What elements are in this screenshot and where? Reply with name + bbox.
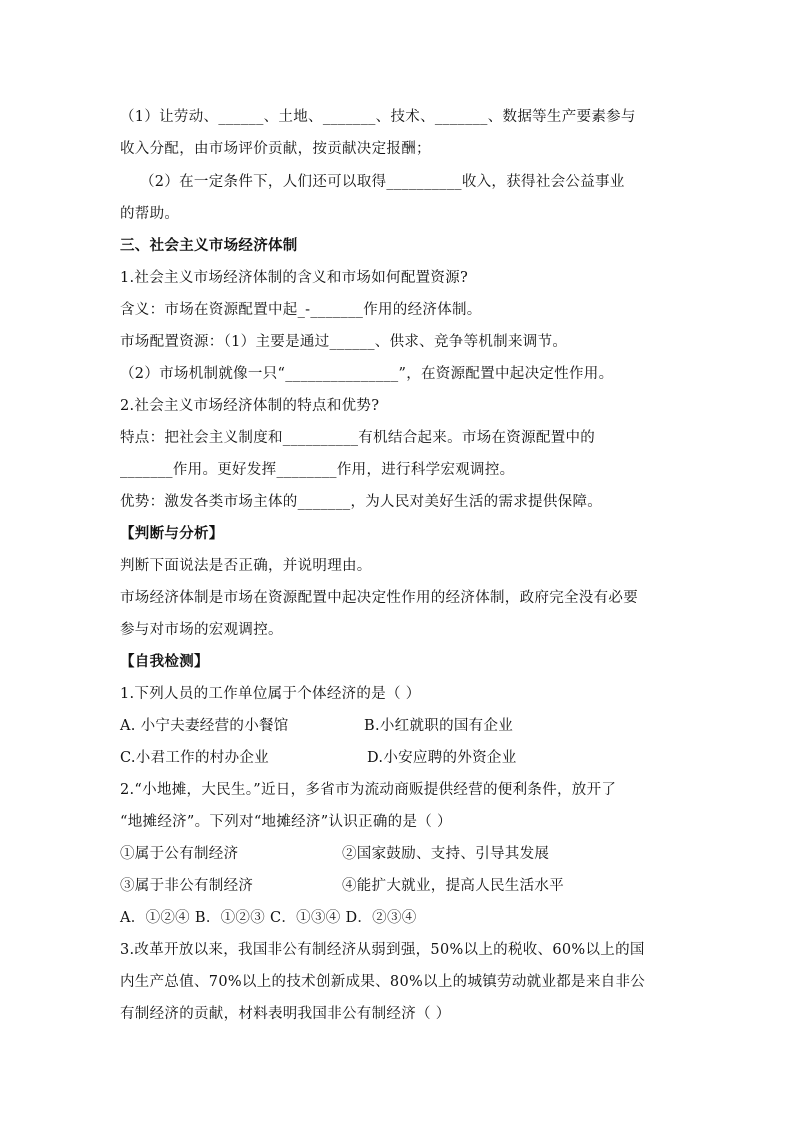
- text-line: （2）市场机制就像一只“_______________”，在资源配置中起决定性作用。: [120, 366, 614, 382]
- text-line: （2）在一定条件下，人们还可以取得__________收入，获得社会公益事业: [140, 174, 625, 190]
- text-line: 的帮助。: [120, 206, 180, 222]
- text-line: 优势：激发各类市场主体的_______，为人民对美好生活的需求提供保障。: [120, 494, 603, 510]
- option-c: C.小君工作的村办企业: [120, 750, 269, 766]
- text-line: 1.社会主义市场经济体制的含义和市场如何配置资源?: [120, 270, 469, 286]
- item-4: ④能扩大就业，提高人民生活水平: [342, 878, 564, 894]
- text-line: _______作用。更好发挥________作用，进行科学宏观调控。: [120, 462, 515, 478]
- text-line: 参与对市场的宏观调控。: [120, 622, 283, 638]
- question-3: 3.改革开放以来，我国非公有制经济从弱到强，50%以上的税收、60%以上的国: [120, 942, 645, 958]
- text-line: 有制经济的贡献，材料表明我国非公有制经济（ ）: [120, 1006, 451, 1022]
- section-heading: 三、社会主义市场经济体制: [120, 237, 298, 254]
- text-line: 2.社会主义市场经济体制的特点和优势?: [120, 398, 380, 414]
- text-line: 判断下面说法是否正确，并说明理由。: [120, 558, 372, 574]
- question-1: 1.下列人员的工作单位属于个体经济的是（ ）: [120, 686, 421, 702]
- text-line: “地摊经济”。下列对“地摊经济”认识正确的是（ ）: [120, 814, 452, 830]
- item-1: ①属于公有制经济: [120, 846, 239, 862]
- question-2: 2.“小地摊，大民生。”近日，多省市为流动商贩提供经营的便利条件，放开了: [120, 782, 617, 798]
- text-line: 内生产总值、70%以上的技术创新成果、80%以上的城镇劳动就业都是来自非公: [120, 974, 646, 990]
- text-line: 特点：把社会主义制度和__________有机结合起来。市场在资源配置中的: [120, 430, 596, 446]
- text-line: 含义：市场在资源配置中起_-_______作用的经济体制。: [120, 302, 482, 318]
- item-3: ③属于非公有制经济: [120, 878, 254, 894]
- text-line: 市场配置资源：（1）主要是通过______、供求、竞争等机制来调节。: [120, 334, 568, 350]
- section-heading: 【自我检测】: [120, 653, 209, 670]
- option-b: B.小红就职的国有企业: [364, 718, 514, 734]
- option-d: D.小安应聘的外资企业: [367, 750, 517, 766]
- option-a: A. 小宁夫妻经营的小餐馆: [120, 718, 289, 734]
- section-heading: 【判断与分析】: [120, 525, 224, 542]
- text-line: 收入分配，由市场评价贡献，按贡献决定报酬；: [120, 141, 431, 157]
- answer-options: A．①②④ B．①②③ C．①③④ D．②③④: [120, 910, 417, 926]
- text-line: （1）让劳动、______、土地、_______、技术、_______、数据等生产要素参与: [120, 109, 636, 125]
- item-2: ②国家鼓励、支持、引导其发展: [342, 846, 550, 862]
- text-line: 市场经济体制是市场在资源配置中起决定性作用的经济体制，政府完全没有必要: [120, 590, 638, 606]
